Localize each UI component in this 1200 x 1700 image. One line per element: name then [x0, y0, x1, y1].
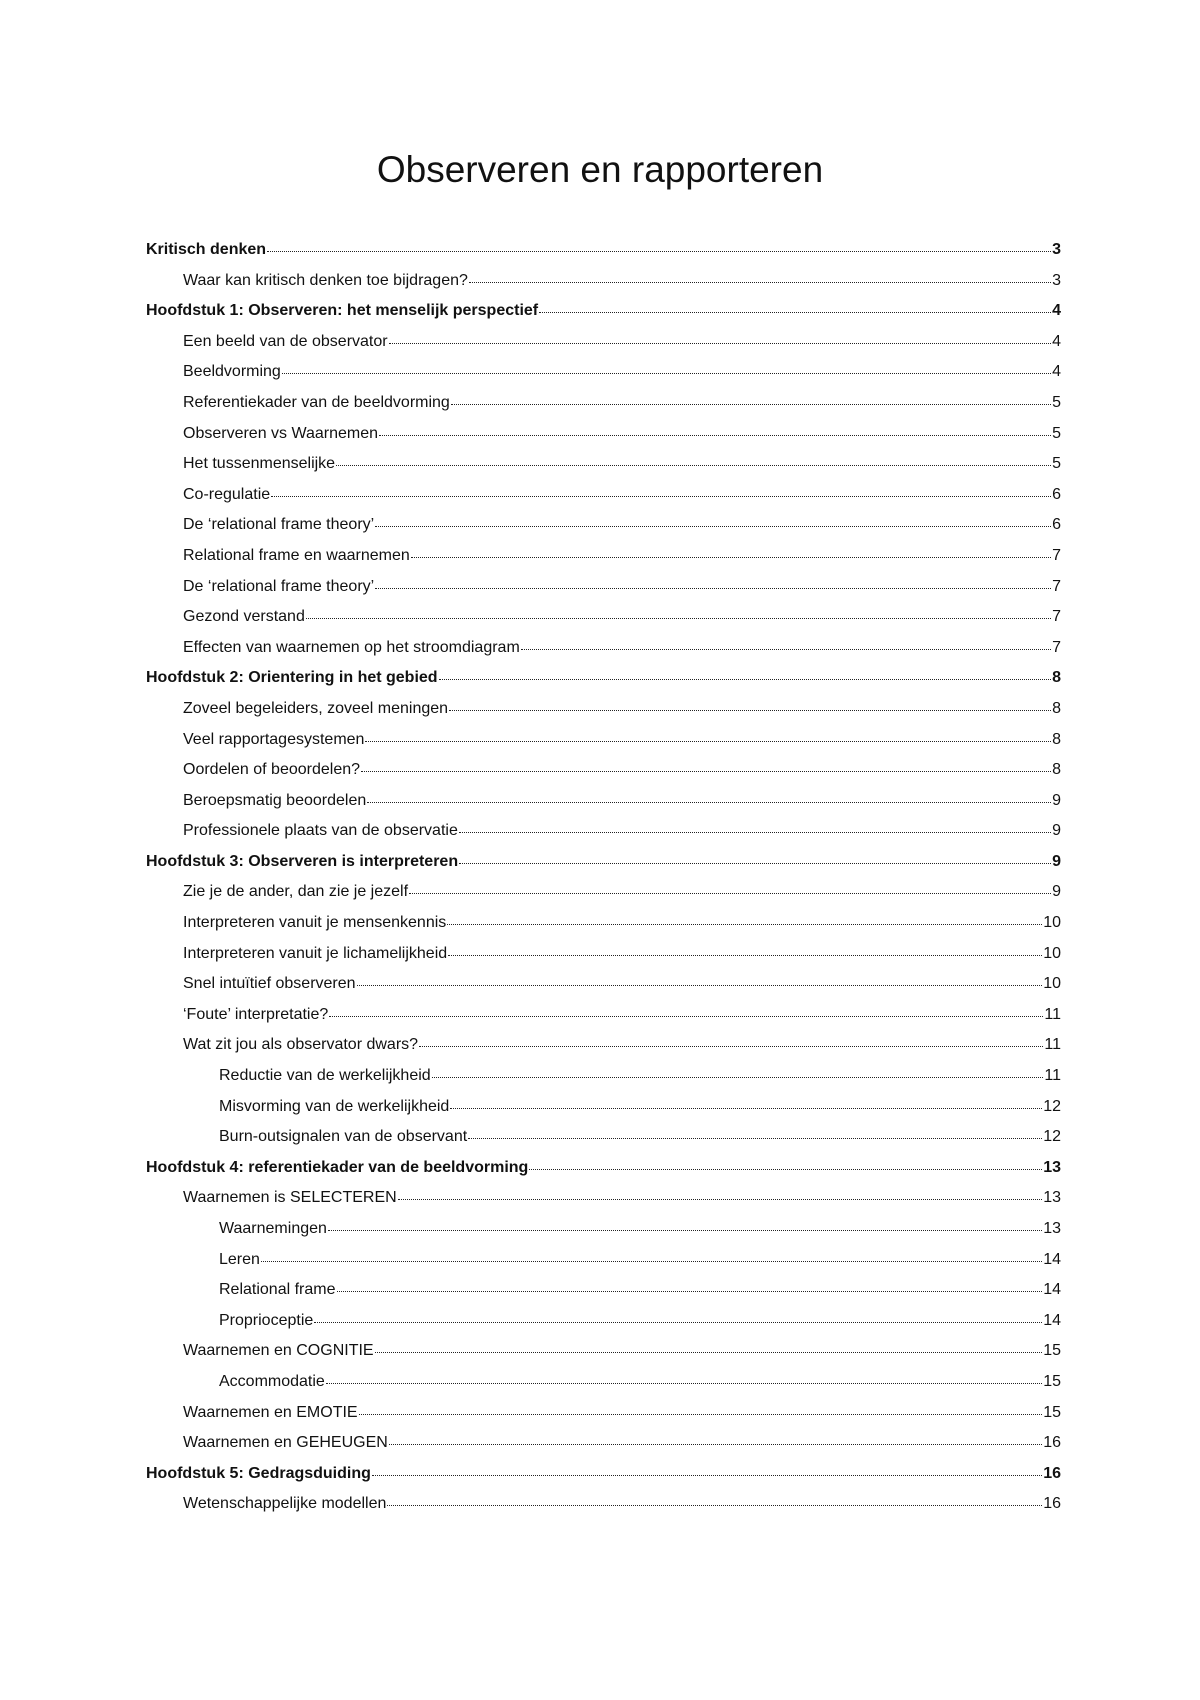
toc-dot-leader: [372, 1463, 1042, 1476]
toc-page-number: 7: [1052, 638, 1061, 656]
toc-entry-text: Hoofdstuk 1: Observeren: het menselijk perspectief: [146, 302, 539, 320]
toc-page-number: 11: [1044, 1067, 1061, 1085]
toc-dot-leader: [267, 239, 1051, 252]
toc-page-number: 8: [1052, 761, 1061, 779]
toc-dot-leader: [539, 300, 1051, 313]
toc-section-entry[interactable]: [146, 731, 1061, 762]
toc-page-number: 3: [1052, 271, 1061, 289]
toc-dot-leader: [468, 1126, 1042, 1139]
toc-page-number: 14: [1043, 1311, 1061, 1329]
toc-page-number: 7: [1052, 577, 1061, 595]
toc-dot-leader: [271, 484, 1051, 497]
toc-subsection-entry[interactable]: [146, 1128, 1061, 1159]
toc-page-number: 7: [1052, 608, 1061, 626]
toc-section-entry[interactable]: [146, 1036, 1061, 1067]
toc-dot-leader: [459, 851, 1051, 864]
toc-subsection-entry[interactable]: [146, 1098, 1061, 1129]
toc-page-number: 9: [1052, 883, 1061, 901]
table-of-contents: [146, 241, 1061, 1526]
toc-entry-text: Waarnemen en GEHEUGEN: [183, 1434, 388, 1452]
toc-chapter-entry[interactable]: [146, 241, 1061, 272]
toc-dot-leader: [419, 1034, 1043, 1047]
toc-page-number: 12: [1043, 1128, 1061, 1146]
toc-section-entry[interactable]: [146, 914, 1061, 945]
toc-entry-text: Waarnemen en EMOTIE: [183, 1403, 358, 1421]
toc-page-number: 8: [1052, 699, 1061, 717]
toc-entry-text: Zoveel begeleiders, zoveel meningen: [183, 699, 449, 717]
toc-dot-leader: [439, 667, 1052, 680]
toc-page-number: 16: [1043, 1495, 1061, 1513]
toc-entry-text: Accommodatie: [219, 1372, 325, 1390]
toc-section-entry[interactable]: [146, 822, 1061, 853]
toc-dot-leader: [329, 1004, 1043, 1017]
toc-entry-text: Beeldvorming: [183, 363, 281, 381]
toc-dot-leader: [375, 514, 1051, 527]
toc-entry-text: Zie je de ander, dan zie je jezelf: [183, 883, 409, 901]
toc-page-number: 15: [1043, 1403, 1061, 1421]
toc-section-entry[interactable]: [146, 945, 1061, 976]
toc-dot-leader: [448, 943, 1042, 956]
toc-dot-leader: [469, 270, 1051, 283]
toc-page-number: 10: [1043, 944, 1061, 962]
toc-entry-text: Hoofdstuk 2: Orientering in het gebied: [146, 669, 438, 687]
toc-entry-text: Relational frame en waarnemen: [183, 546, 410, 564]
toc-entry-text: Kritisch denken: [146, 241, 267, 258]
toc-page-number: 5: [1052, 455, 1061, 473]
toc-section-entry[interactable]: [146, 792, 1061, 823]
toc-page-number: 6: [1052, 516, 1061, 534]
toc-entry-text: Het tussenmenselijke: [183, 455, 336, 473]
toc-chapter-entry[interactable]: [146, 302, 1061, 333]
toc-entry-text: De ‘relational frame theory’: [183, 516, 375, 534]
toc-subsection-entry[interactable]: [146, 1281, 1061, 1312]
toc-section-entry[interactable]: [146, 1495, 1061, 1526]
toc-section-entry[interactable]: [146, 272, 1061, 303]
toc-page-number: 4: [1052, 363, 1061, 381]
toc-entry-text: Professionele plaats van de observatie: [183, 822, 458, 840]
toc-page-number: 9: [1052, 852, 1061, 870]
toc-page-number: 8: [1052, 730, 1061, 748]
toc-dot-leader: [314, 1310, 1042, 1323]
toc-page-number: 14: [1043, 1281, 1061, 1299]
toc-section-entry[interactable]: [146, 394, 1061, 425]
toc-page-number: 4: [1052, 332, 1061, 350]
toc-section-entry[interactable]: [146, 700, 1061, 731]
toc-section-entry[interactable]: [146, 578, 1061, 609]
toc-dot-leader: [409, 881, 1051, 894]
toc-dot-leader: [375, 1340, 1043, 1353]
toc-dot-leader: [336, 453, 1051, 466]
toc-section-entry[interactable]: [146, 1434, 1061, 1465]
toc-dot-leader: [367, 790, 1051, 803]
toc-section-entry[interactable]: [146, 516, 1061, 547]
toc-section-entry[interactable]: [146, 547, 1061, 578]
toc-dot-leader: [306, 606, 1051, 619]
toc-dot-leader: [449, 698, 1051, 711]
toc-entry-text: Relational frame: [219, 1281, 336, 1299]
toc-entry-text: Leren: [219, 1250, 260, 1268]
toc-entry-text: Burn-outsignalen van de observant: [219, 1128, 468, 1146]
toc-subsection-entry[interactable]: [146, 1067, 1061, 1098]
toc-page-number: 8: [1052, 669, 1061, 687]
toc-dot-leader: [451, 392, 1051, 405]
toc-section-entry[interactable]: [146, 761, 1061, 792]
toc-dot-leader: [375, 576, 1051, 589]
toc-page-number: 6: [1052, 485, 1061, 503]
toc-dot-leader: [328, 1218, 1042, 1231]
toc-page-number: 12: [1043, 1097, 1061, 1115]
toc-page-number: 5: [1052, 393, 1061, 411]
toc-page-number: 7: [1052, 546, 1061, 564]
toc-chapter-entry[interactable]: [146, 669, 1061, 700]
toc-dot-leader: [459, 820, 1051, 833]
toc-entry-text: Waarnemingen: [219, 1220, 327, 1237]
toc-entry-text: Waarnemen en COGNITIE: [183, 1342, 374, 1360]
toc-entry-text: ‘Foute’ interpretatie?: [183, 1005, 329, 1023]
toc-subsection-entry[interactable]: [146, 1220, 1061, 1251]
toc-page-number: 16: [1043, 1464, 1061, 1482]
toc-dot-leader: [379, 423, 1051, 436]
toc-dot-leader: [529, 1157, 1042, 1170]
toc-entry-text: Interpreteren vanuit je mensenkennis: [183, 914, 447, 932]
toc-page-number: 10: [1043, 975, 1061, 993]
toc-entry-text: Effecten van waarnemen op het stroomdiagram: [183, 638, 520, 656]
toc-page-number: 11: [1044, 1036, 1061, 1054]
toc-section-entry[interactable]: [146, 1404, 1061, 1435]
toc-chapter-entry[interactable]: [146, 1159, 1061, 1190]
toc-entry-text: Hoofdstuk 5: Gedragsduiding: [146, 1464, 371, 1482]
toc-page-number: 13: [1043, 1158, 1061, 1176]
toc-section-entry[interactable]: [146, 455, 1061, 486]
toc-dot-leader: [450, 1096, 1042, 1109]
toc-entry-text: Observeren vs Waarnemen: [183, 424, 379, 442]
toc-section-entry[interactable]: [146, 639, 1061, 670]
toc-page-number: 9: [1052, 791, 1061, 809]
toc-dot-leader: [361, 759, 1051, 772]
toc-section-entry[interactable]: [146, 1006, 1061, 1037]
toc-dot-leader: [447, 912, 1042, 925]
toc-entry-text: Waar kan kritisch denken toe bijdragen?: [183, 271, 468, 289]
toc-entry-text: Waarnemen is SELECTEREN: [183, 1189, 397, 1207]
toc-entry-text: Oordelen of beoordelen?: [183, 761, 361, 779]
toc-dot-leader: [411, 545, 1051, 558]
toc-dot-leader: [432, 1065, 1044, 1078]
toc-page-number: 9: [1052, 822, 1061, 840]
toc-page-number: 13: [1043, 1189, 1061, 1207]
toc-page-number: 5: [1052, 424, 1061, 442]
toc-subsection-entry[interactable]: [146, 1312, 1061, 1343]
toc-section-entry[interactable]: [146, 975, 1061, 1006]
toc-section-entry[interactable]: [146, 363, 1061, 394]
toc-page-number: 4: [1052, 302, 1061, 320]
toc-section-entry[interactable]: [146, 883, 1061, 914]
toc-section-entry[interactable]: [146, 333, 1061, 364]
toc-page-number: 10: [1043, 914, 1061, 932]
toc-page-number: 15: [1043, 1372, 1061, 1390]
toc-page-number: 14: [1043, 1250, 1061, 1268]
toc-dot-leader: [359, 1402, 1043, 1415]
toc-dot-leader: [521, 637, 1051, 650]
toc-section-entry[interactable]: [146, 486, 1061, 517]
document-title: Observeren en rapporteren: [376, 149, 824, 190]
toc-page-number: 13: [1043, 1220, 1061, 1237]
toc-dot-leader: [389, 1432, 1042, 1445]
toc-entry-text: De ‘relational frame theory’: [183, 577, 375, 595]
toc-entry-text: Interpreteren vanuit je lichamelijkheid: [183, 944, 448, 962]
toc-subsection-entry[interactable]: [146, 1251, 1061, 1282]
toc-section-entry[interactable]: [146, 425, 1061, 456]
toc-entry-text: Hoofdstuk 4: referentiekader van de beeldvorming: [146, 1158, 529, 1176]
toc-dot-leader: [389, 331, 1052, 344]
toc-entry-text: Wetenschappelijke modellen: [183, 1495, 387, 1513]
toc-entry-text: Reductie van de werkelijkheid: [219, 1067, 431, 1085]
toc-entry-text: Misvorming van de werkelijkheid: [219, 1097, 450, 1115]
toc-entry-text: Gezond verstand: [183, 608, 305, 626]
toc-chapter-entry[interactable]: [146, 1465, 1061, 1496]
toc-page-number: 3: [1052, 241, 1061, 258]
toc-entry-text: Hoofdstuk 3: Observeren is interpreteren: [146, 852, 459, 870]
toc-dot-leader: [326, 1371, 1042, 1384]
toc-dot-leader: [357, 973, 1043, 986]
toc-page-number: 16: [1043, 1434, 1061, 1452]
toc-dot-leader: [387, 1493, 1042, 1506]
toc-entry-text: Beroepsmatig beoordelen: [183, 791, 367, 809]
toc-dot-leader: [261, 1249, 1042, 1262]
toc-entry-text: Co-regulatie: [183, 485, 271, 503]
toc-entry-text: Veel rapportagesystemen: [183, 730, 365, 748]
toc-dot-leader: [282, 361, 1051, 374]
toc-entry-text: Referentiekader van de beeldvorming: [183, 393, 450, 411]
toc-dot-leader: [365, 729, 1051, 742]
toc-dot-leader: [398, 1187, 1043, 1200]
toc-dot-leader: [337, 1279, 1043, 1292]
toc-section-entry[interactable]: [146, 1342, 1061, 1373]
toc-entry-text: Snel intuïtief observeren: [183, 975, 356, 993]
toc-page-number: 15: [1043, 1342, 1061, 1360]
toc-entry-text: Een beeld van de observator: [183, 332, 388, 350]
toc-section-entry[interactable]: [146, 608, 1061, 639]
toc-section-entry[interactable]: [146, 1189, 1061, 1220]
toc-entry-text: Wat zit jou als observator dwars?: [183, 1036, 419, 1054]
toc-page-number: 11: [1044, 1005, 1061, 1023]
toc-entry-text: Proprioceptie: [219, 1311, 314, 1329]
toc-subsection-entry[interactable]: [146, 1373, 1061, 1404]
toc-chapter-entry[interactable]: [146, 853, 1061, 884]
